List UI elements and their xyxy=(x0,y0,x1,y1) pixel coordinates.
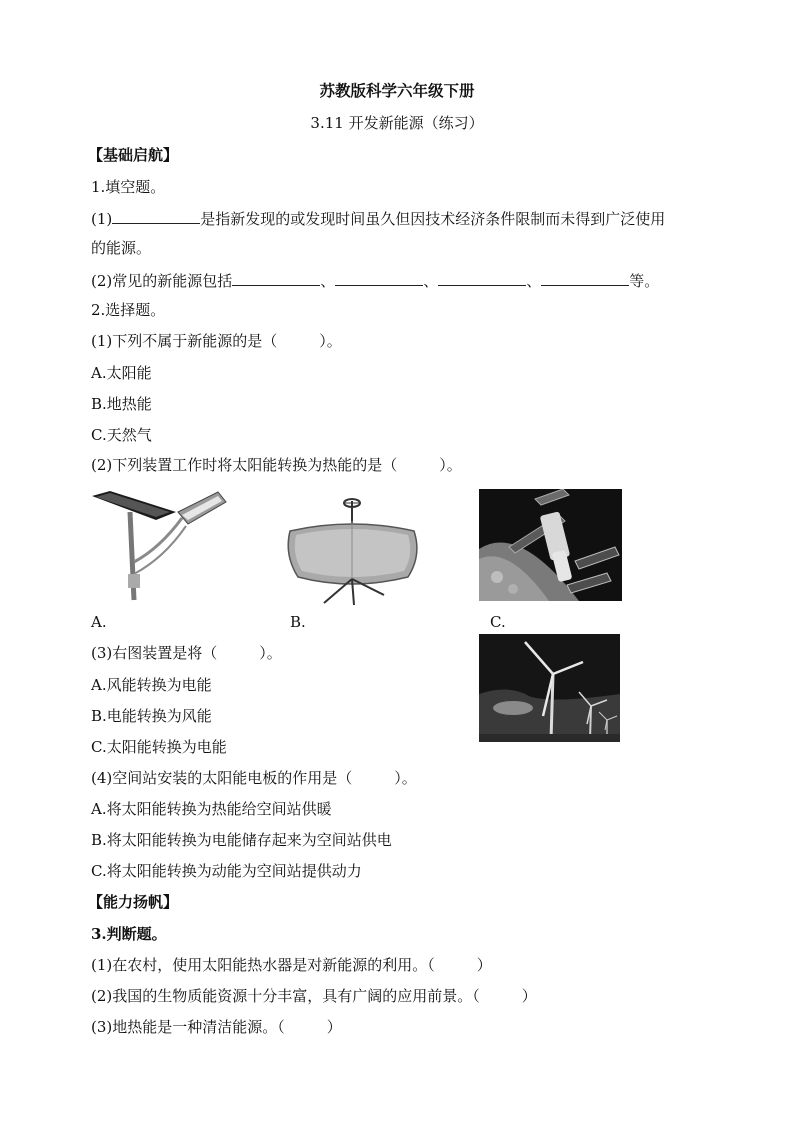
q2-sub3-option-b: B.电能转换为风能 xyxy=(91,707,212,725)
page-subtitle: 3.11 开发新能源（练习） xyxy=(310,114,484,132)
answer-blank[interactable] xyxy=(438,269,526,286)
q2-sub3-option-c: C.太阳能转换为电能 xyxy=(91,738,227,756)
q1-item1: (1) 是指新发现的或发现时间虽久但因技术经济条件限制而未得到广泛使用 xyxy=(91,207,665,229)
q3-item1: (1)在农村，使用太阳能热水器是对新能源的利用。（ ） xyxy=(91,956,492,974)
q2-title: 2.选择题。 xyxy=(91,301,166,319)
wind-turbine-icon xyxy=(479,634,620,742)
q2-sub1-option-a: A.太阳能 xyxy=(91,364,152,382)
q2-sub4-option-c: C.将太阳能转换为动能为空间站提供动力 xyxy=(91,862,362,880)
q3-item3: (3)地热能是一种清洁能源。（ ） xyxy=(91,1018,342,1036)
option-label-c: C. xyxy=(490,613,506,631)
space-station-icon xyxy=(479,489,622,601)
solar-cooker-image xyxy=(284,495,422,607)
solar-street-lamp-image xyxy=(90,488,230,606)
q1-title: 1.填空题。 xyxy=(91,178,166,196)
answer-blank[interactable] xyxy=(232,269,320,286)
q2-sub4-stem: (4)空间站安装的太阳能电板的作用是（ ）。 xyxy=(91,769,417,787)
answer-blank[interactable] xyxy=(112,207,200,224)
q2-sub3-stem: (3)右图装置是将（ ）。 xyxy=(91,644,282,662)
section-heading-basic: 【基础启航】 xyxy=(88,146,179,164)
option-label-b: B. xyxy=(290,613,306,631)
q1-item1-continued: 的能源。 xyxy=(91,239,152,257)
q2-sub1-stem: (1)下列不属于新能源的是（ ）。 xyxy=(91,332,342,350)
q2-sub3-option-a: A.风能转换为电能 xyxy=(91,676,212,694)
q3-item2: (2)我国的生物质能资源十分丰富，具有广阔的应用前景。（ ） xyxy=(91,987,537,1005)
q2-sub4-option-a: A.将太阳能转换为热能给空间站供暖 xyxy=(91,800,332,818)
wind-turbines-image xyxy=(479,634,620,742)
q2-sub4-option-b: B.将太阳能转换为电能储存起来为空间站供电 xyxy=(91,831,392,849)
q1-item2: (2)常见的新能源包括 、 、 、 等。 xyxy=(91,269,659,291)
option-label-a: A. xyxy=(91,613,107,631)
section-heading-ability: 【能力扬帆】 xyxy=(88,893,179,911)
q3-title: 3.判断题。 xyxy=(91,925,167,943)
q2-sub1-option-b: B.地热能 xyxy=(91,395,152,413)
solar-street-lamp-icon xyxy=(90,488,230,606)
q2-sub1-option-c: C.天然气 xyxy=(91,426,152,444)
q2-sub2-stem: (2)下列装置工作时将太阳能转换为热能的是（ ）。 xyxy=(91,456,462,474)
answer-blank[interactable] xyxy=(335,269,423,286)
space-station-image xyxy=(479,489,622,601)
page-title: 苏教版科学六年级下册 xyxy=(319,81,475,100)
answer-blank[interactable] xyxy=(541,269,629,286)
solar-cooker-icon xyxy=(284,495,422,607)
